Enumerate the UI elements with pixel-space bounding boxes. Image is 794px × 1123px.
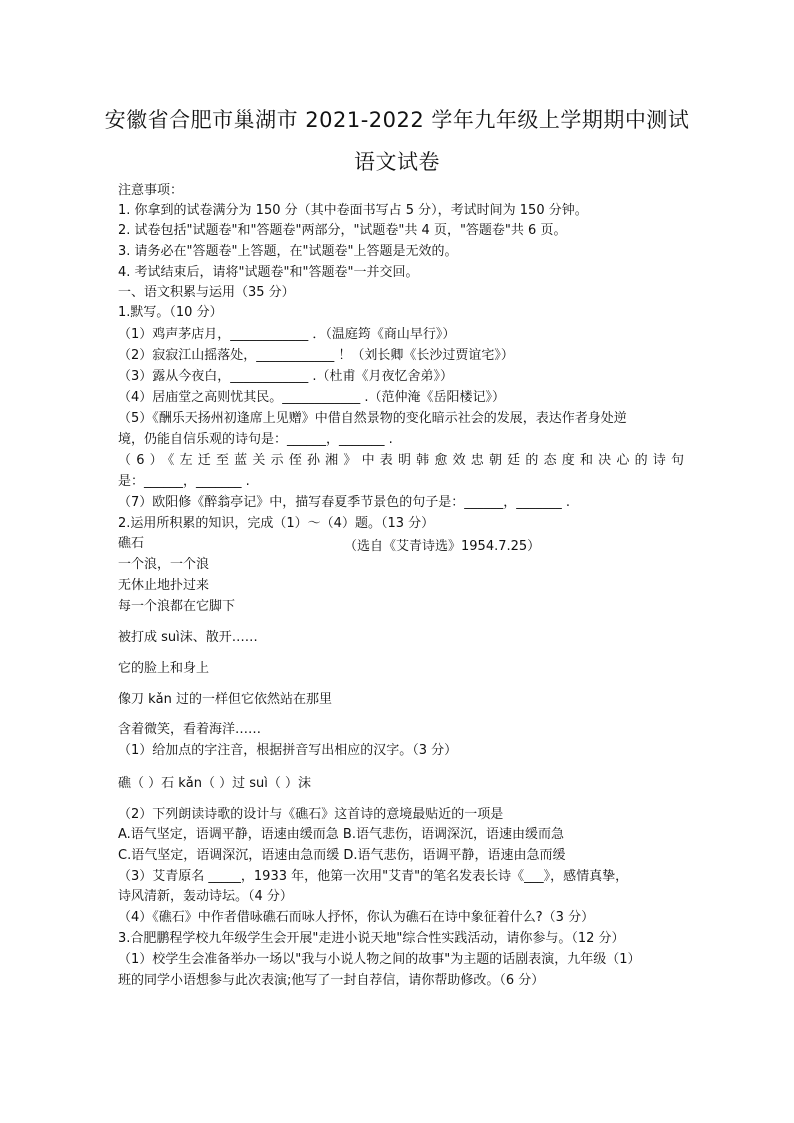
poem-line: 每一个浪都在它脚下	[118, 599, 236, 614]
poem-line: 含着微笑，看着海洋……	[118, 722, 262, 737]
question-line: （2）寂寂江山摇落处，____________ ！（刘长卿《长沙过贾谊宅》）	[118, 348, 514, 363]
question-heading: 2.运用所积累的知识，完成（1）～（4）题。（13 分）	[118, 516, 435, 531]
poem-title: 礁石	[118, 536, 145, 551]
poem-line: 无休止地扑过来	[118, 578, 210, 593]
question-heading: 1.默写。（10 分）	[118, 305, 223, 320]
question-line: （6）《左迁至蓝关示侄孙湘》中表明韩愈效忠朝廷的态度和决心的诗句	[118, 453, 684, 468]
section-heading: 一、语文积累与运用（35 分）	[118, 285, 295, 300]
exam-title: 安徽省合肥市巢湖市 2021-2022 学年九年级上学期期中测试	[104, 108, 690, 132]
poem-line: 一个浪，一个浪	[118, 557, 210, 572]
question-line: （3）露从今夜白，____________ .（杜甫《月夜忆舍弟》）	[118, 369, 454, 384]
question-line: 是：______，_______ .	[118, 474, 250, 489]
notice-item: 3. 请务必在"答题卷"上答题，在"试题卷"上答题是无效的。	[118, 244, 458, 259]
option-line: C.语气坚定，语调深沉，语速由急而缓 D.语气悲伤，语调平静，语速由急而缓	[118, 848, 566, 863]
notice-item: 1. 你拿到的试卷满分为 150 分（其中卷面书写占 5 分），考试时间为 150 分钟。	[118, 203, 588, 218]
notice-item: 4. 考试结束后，请将"试题卷"和"答题卷"一并交回。	[118, 265, 419, 280]
notice-heading: 注意事项：	[118, 183, 184, 198]
question-line: （7）欧阳修《醉翁亭记》中，描写春夏季节景色的句子是：______，_______ .	[118, 495, 571, 510]
question-line: （4）《礁石》中作者借咏礁石而咏人抒怀，你认为礁石在诗中象征着什么?（3 分）	[118, 910, 595, 925]
question-line: 诗风清新，轰动诗坛。（4 分）	[118, 889, 293, 904]
question-line: （1）校学生会准备举办一场以"我与小说人物之间的故事"为主题的话剧表演，九年级（1）	[118, 952, 641, 967]
question-line: 境，仍能自信乐观的诗句是：______，_______ .	[118, 432, 393, 447]
question-line: （4）居庙堂之高则忧其民。____________ .（范仲淹《岳阳楼记》）	[118, 390, 506, 405]
poem-line: 它的脸上和身上	[118, 661, 210, 676]
poem-source: （选自《艾青诗选》1954.7.25）	[344, 539, 541, 554]
exam-subtitle: 语文试卷	[354, 150, 440, 174]
question-line: （3）艾青原名 _____，1933 年，他第一次用"艾青"的笔名发表长诗《___》，感情真挚，	[118, 869, 629, 884]
question-line: 礁（ ）石 kǎn（ ）过 suì（ ）沫	[118, 776, 312, 791]
question-heading: 3.合肥鹏程学校九年级学生会开展"走进小说天地"综合性实践活动，请你参与。（12 分）	[118, 931, 625, 946]
notice-item: 2. 试卷包括"试题卷"和"答题卷"两部分，"试题卷"共 4 页，"答题卷"共 6 页。	[118, 223, 567, 238]
question-line: （1）给加点的字注音，根据拼音写出相应的汉字。（3 分）	[118, 743, 458, 758]
poem-line: 被打成 suì沫、散开……	[118, 630, 258, 645]
question-line: （5）《酬乐天扬州初逢席上见赠》中借自然景物的变化暗示社会的发展，表达作者身处逆	[118, 411, 627, 426]
question-line: 班的同学小语想参与此次表演;他写了一封自荐信，请你帮助修改。（6 分）	[118, 973, 545, 988]
question-line: （2）下列朗读诗歌的设计与《礁石》这首诗的意境最贴近的一项是	[118, 807, 504, 822]
question-line: （1）鸡声茅店月，____________ ．（温庭筠《商山早行》）	[118, 327, 456, 342]
option-line: A.语气坚定，语调平静，语速由缓而急 B.语气悲伤，语调深沉，语速由缓而急	[118, 827, 564, 842]
poem-line: 像刀 kǎn 过的一样但它依然站在那里	[118, 692, 332, 707]
